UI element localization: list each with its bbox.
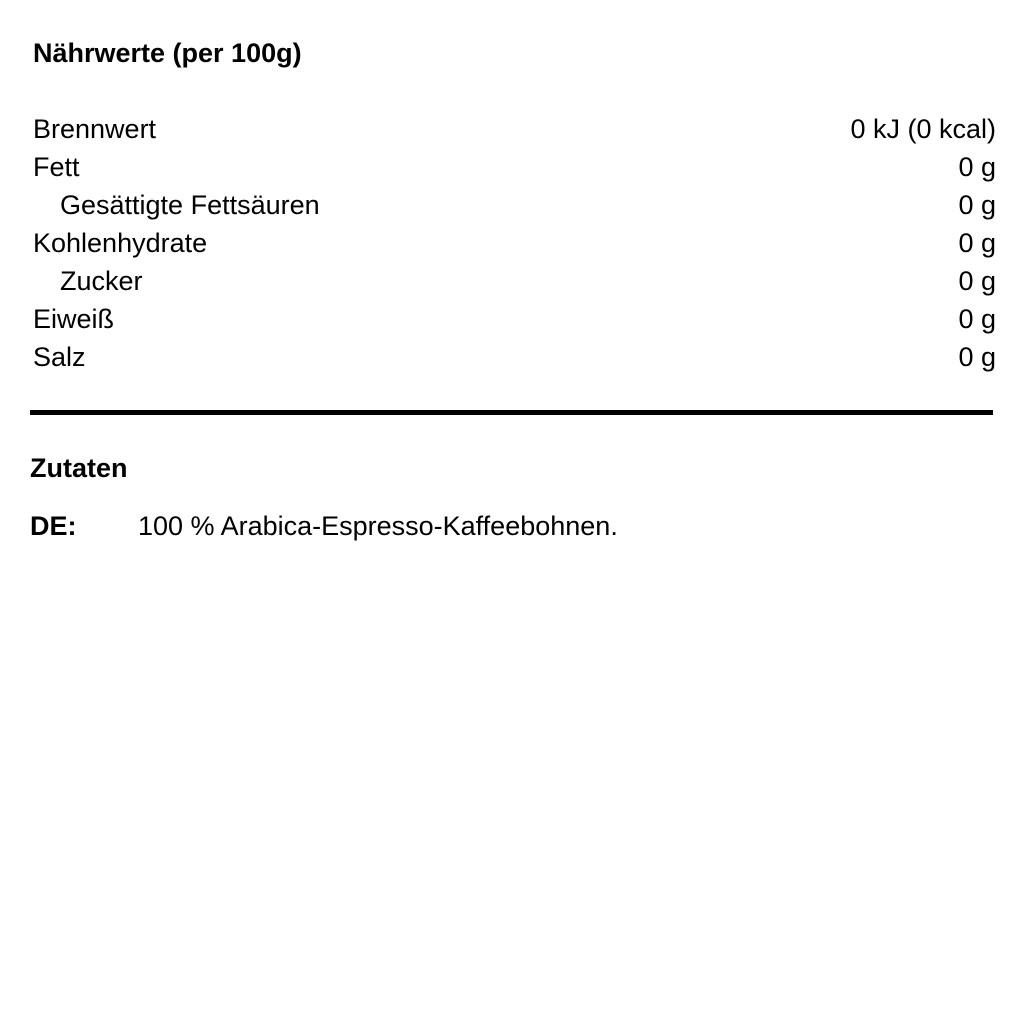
nutrient-row-salz (33, 338, 996, 376)
nutrient-value: 0 g (958, 152, 996, 182)
nutrition-heading: Nährwerte (per 100g) (33, 38, 302, 68)
nutrient-value: 0 kJ (0 kcal) (850, 114, 996, 144)
section-divider (30, 410, 993, 415)
nutrient-value: 0 g (958, 190, 996, 220)
nutrient-row-eiweiss (33, 300, 996, 338)
nutrient-label: Brennwert (33, 114, 157, 144)
nutrient-row-zucker (33, 262, 996, 300)
ingredients-line (30, 508, 618, 544)
nutrient-label: Zucker (60, 266, 143, 296)
ingredients-text: 100 % Arabica-Espresso-Kaffeebohnen. (138, 511, 618, 541)
nutrient-value: 0 g (958, 266, 996, 296)
nutrient-label: Eiweiß (33, 304, 115, 334)
nutrient-label: Salz (33, 342, 86, 372)
language-code: DE: (30, 511, 77, 541)
nutrient-value: 0 g (958, 304, 996, 334)
nutrient-row-brennwert (33, 110, 996, 148)
nutrient-label: Kohlenhydrate (33, 228, 208, 258)
nutrition-table (33, 110, 996, 376)
nutrient-value: 0 g (958, 228, 996, 258)
nutrient-row-kohlenhydrate (33, 224, 996, 262)
ingredients-heading: Zutaten (30, 453, 128, 483)
nutrient-label: Gesättigte Fettsäuren (60, 190, 320, 220)
nutrient-row-fett (33, 148, 996, 186)
nutrient-row-gesaettigte-fettsaeuren (33, 186, 996, 224)
nutrient-value: 0 g (958, 342, 996, 372)
nutrient-label: Fett (33, 152, 80, 182)
